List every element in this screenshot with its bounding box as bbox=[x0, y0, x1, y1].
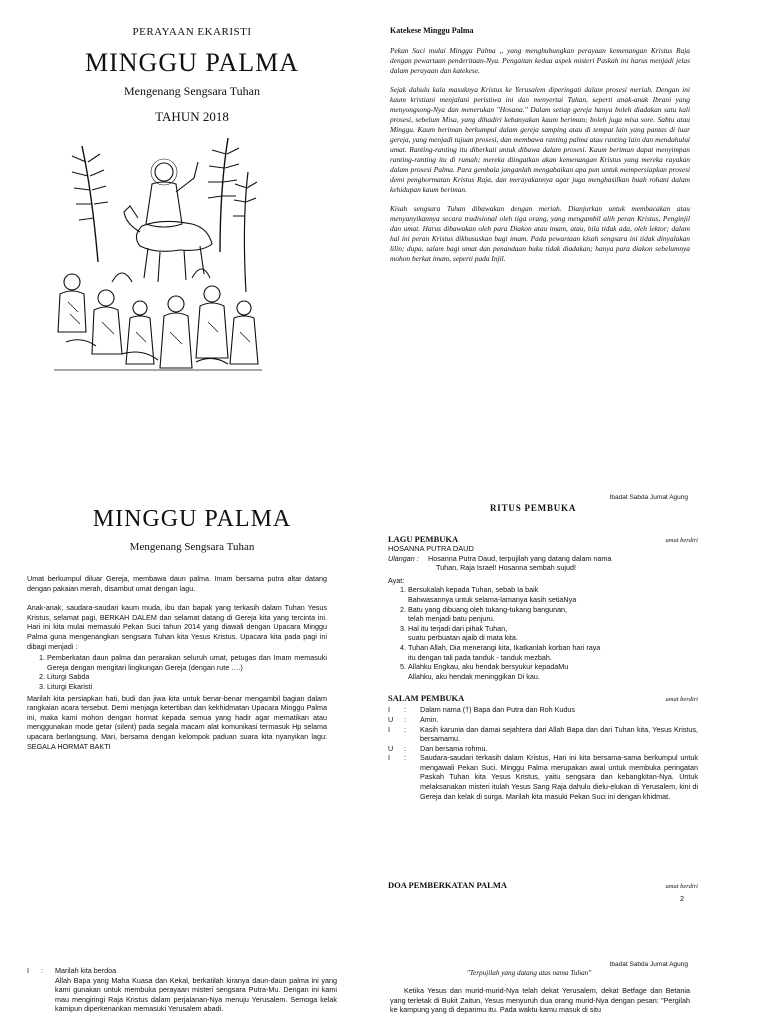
song-title: HOSANNA PUTRA DAUD bbox=[388, 544, 474, 553]
minggu-palma-intro-page bbox=[0, 480, 384, 960]
katekese-page bbox=[384, 0, 768, 480]
cover-title: MINGGU PALMA bbox=[84, 48, 299, 77]
ulangan-line: Tuhan, Raja Israel! Hosanna sembah sujud! bbox=[436, 563, 576, 573]
ceremony-part-item: 1. Pemberkatan daun palma dan perarakan seluruh umat, petugas dan Imam memasuki Gereja dengan mengitari lingkungan Gereja (dengan rute ….) bbox=[47, 653, 327, 672]
ritus-heading: RITUS PEMBUKA bbox=[490, 503, 577, 513]
dialogue-line: I : Dalam nama (†) Bapa dan Putra dan Roh Kudus bbox=[388, 705, 576, 715]
intro-subtitle: Mengenang Sengsara Tuhan bbox=[129, 541, 255, 553]
doa-page bbox=[0, 960, 384, 1024]
gospel-quote: "Terpujilah yang datang atas nama Tuhan" bbox=[466, 969, 592, 977]
intro-paragraph: Marilah kita persiapkan hati, budi dan jiwa kita untuk benar-benar mengambil bagian dalam rangkaian acara tersebut. Demi menjaga ketertiban dan kekhidmatan Upacara Minggu Palma ini, maka kami mohon dengan hormat kepada semua yang hadir agar mematikan atau menggunakan mode getar (silent) pada segala macam alat komunikasi termasuk Hp selama upacara berlangsung. Mari, bersama dengan kelompok paduan suara kita nyanyikan lagu: SEGALA HORMAT BAKTI bbox=[27, 693, 327, 751]
ulangan-label: Ulangan : bbox=[388, 553, 419, 563]
cover-year: TAHUN 2018 bbox=[155, 109, 229, 124]
role-label: I bbox=[27, 966, 29, 975]
gospel-text: Ketika Yesus dan murid-murid-Nya telah dekat Yerusalem, dekat Betfage dan Betania yang terletak di Bukit Zaitun, Yesus menyuruh dua orang murid-Nya dengan pesan: "Pergilah ke kampung yang di depanmu itu. Pada waktu kamu masuk di situ bbox=[390, 986, 690, 1015]
ulangan-line: Hosanna Putra Daud, terpujilah yang datang dalam nama bbox=[428, 553, 612, 563]
role-separator: : bbox=[41, 966, 43, 975]
ayat-item: 1. Bersukalah kepada Tuhan, sebab Ia baik Bahwasannya untuk selama-lamanya kasih setiaNya bbox=[408, 585, 698, 604]
page-header: Ibadat Sabda Jumat Agung bbox=[609, 961, 688, 968]
prayer-line: Allah Bapa yang Maha Kuasa dan Kekal, berkatilah kiranya daun-daun palma ini yang kami gunakan untuk membuka perayaan misteri sengsara Putra-Mu. Dengan ini kami mau mengiringi Raja Kristus dalam perjalanan-Nya menuju Yerusalem. Semoga kelak kamipun diperkenankan memasuki Yerusalem abadi. bbox=[55, 975, 337, 1014]
katekese-paragraph: Kisah sengsara Tuhan dibawakan dengan meriah. Dianjurkan untuk membacakan atau menyanyikannya secara tradisional oleh tiga orang, yang mengambil alih peran Kristus, Penginjil dan umat. Harus dibawakan oleh para Diakon atau imam, atau, bila tidak ada, oleh lektor; dalam hal ini peran Kristus dikhususkan bagi imam. Pada pewartaan kisah sengsara ini tidak dinyalakan lilin; dupa, salam bagi umat dan penandaan buku tidak diadakan; hanya para diakon sebelumnya mohon berkat imam, seperti pada Injil. bbox=[390, 204, 690, 263]
cover-subtitle: Mengenang Sengsara Tuhan bbox=[124, 84, 260, 98]
prayer-line: Marilah kita berdoa bbox=[55, 966, 117, 975]
dialogue-line: I : Saudara-saudari terkasih dalam Kristus, Hari ini kita bersama-sama berkumpul untuk mengawali Pekan Suci. Minggu Palma merupakan awal untuk membuka peringatan Paskah Tuhan kita Yesus Kristus, yaitu sengsara dan kebangkitan-Nya. Untuk melaksanakan misteri itulah Yesus Sang Raja dahulu dielu-elukan di Yerusalem, kini di Gereja dan kelak di surga. Marilah kita masuki Pekan Suci ini dengan khidmat. bbox=[388, 753, 698, 801]
palm-sunday-illustration bbox=[52, 132, 264, 374]
ayat-item: 5. Allahku Engkau, aku hendak bersyukur kepadaMu Allahku, aku hendak meninggikan Di kau. bbox=[408, 662, 698, 681]
cover-kicker: PERAYAAN EKARISTI bbox=[132, 26, 252, 38]
doa-pemberkatan-heading: DOA PEMBERKATAN PALMA bbox=[388, 880, 507, 890]
ceremony-part-item: 2. Liturgi Sabda bbox=[47, 672, 327, 682]
doa-note: umat berdiri bbox=[665, 883, 698, 890]
ayat-item: 4. Tuhan Allah, Dia menerangi kita, Ikatkanlah korban hari raya itu dengan tali pada tanduk - tanduk mezbah. bbox=[408, 643, 698, 662]
katekese-heading: Katekese Minggu Palma bbox=[390, 26, 474, 35]
dialogue-line: U : Amin. bbox=[388, 714, 439, 724]
salam-note: umat berdiri bbox=[665, 696, 698, 704]
intro-title: MINGGU PALMA bbox=[92, 506, 292, 532]
dialogue-line: I : Kasih karunia dan damai sejahtera dari Allah Bapa dan dari Tuhan kita, Yesus Kristus, bersamamu. bbox=[388, 724, 698, 744]
ayat-item: 2. Batu yang dibuang oleh tukang-tukang bangunan, telah menjadi batu penjuru. bbox=[408, 605, 698, 624]
ayat-label: Ayat: bbox=[388, 575, 405, 585]
page-number: 2 bbox=[680, 894, 684, 903]
page-header: Ibadat Sabda Jumat Agung bbox=[609, 494, 688, 501]
ayat-item: 3. Hal itu terjadi dari pihak Tuhan, suatu perbuatan ajaib di mata kita. bbox=[408, 624, 698, 643]
ritus-pembuka-page bbox=[384, 480, 768, 960]
injil-page bbox=[384, 960, 768, 1024]
intro-paragraph: Anak-anak, saudara-saudari kaum muda, ibu dan bapak yang terkasih dalam Tuhan Yesus Kristus, selamat pagi, BERKAH DALEM dan selamat datang di Gereja kita yang tercinta ini. Hari ini kita mulai memasuki Pekan Suci tahun 2014 yang diawali dengan Upacara Minggu Palma guna mengenangkan sengsara Tuhan kita Yesus Kristus. Upacara kita pada pagi ini dibagi menjadi : bbox=[27, 603, 327, 651]
cover-page bbox=[0, 0, 384, 480]
intro-paragraph: Umat berkumpul diluar Gereja, membawa daun palma. Imam bersama putra altar datang dengan pakaian merah, disambut umat dengan lagu. bbox=[27, 574, 327, 593]
salam-pembuka-heading: SALAM PEMBUKA bbox=[388, 693, 465, 704]
katekese-paragraph: Sejak dahulu kala masuknya Kristus ke Yerusalem diperingati dalam prosesi meriah. Dengan ini kaum kristiani menjalani peristiwa ini dan menyertai Tuhan, seperti anak-anak Ibrani yang menyongsong-Nya dan menerukan "Hosana." Dalam setiap gereja hanya boleh diadakan satu kali prosesi, sebelum Misa, yang dihadiri kebanyakan kaum beriman; boleh juga misa sore. Sabtu atau Minggu. Kaum beriman berkumpul dalam gereja samping atau di tempat lain yang pantas di luar gereja, yang menjadi tujuan prosesi, dan membawa ranting palma atau ranting lain dan mendahului umat. Ranting-ranting itu diberkati untuk dibawa dalam prosesi. Kaum beriman dapat menyimpan ranting-ranting itu di rumah; mereka diingatkan akan kemenangan Kristus yang mereka rayakan dalam prosesi Palma. Para gembala janganlah mengabaikan apa pun untuk mempersiapkan prosesi demi penghormatan Kristus Raja, dan merayakannya agar juga menghasilkan buah rohani dalam kehidupan kaum beriman. bbox=[390, 85, 690, 194]
katekese-paragraph: Pekan Suci mulai Minggu Palma ,, yang menghubungkan perayaan kemenangan Kristus Raja dengan pewartaan penderitaan-Nya. Pengaitan kedua aspek misteri Paskah ini harus menjadi jelas dalam perayaan dan katekese. bbox=[390, 46, 690, 75]
ceremony-part-item: 3. Liturgi Ekaristi bbox=[47, 682, 327, 692]
lagu-pembuka-heading: LAGU PEMBUKA bbox=[388, 534, 459, 544]
dialogue-line: U : Dan bersama rohmu. bbox=[388, 743, 488, 753]
lagu-note: umat berdiri bbox=[665, 537, 698, 544]
